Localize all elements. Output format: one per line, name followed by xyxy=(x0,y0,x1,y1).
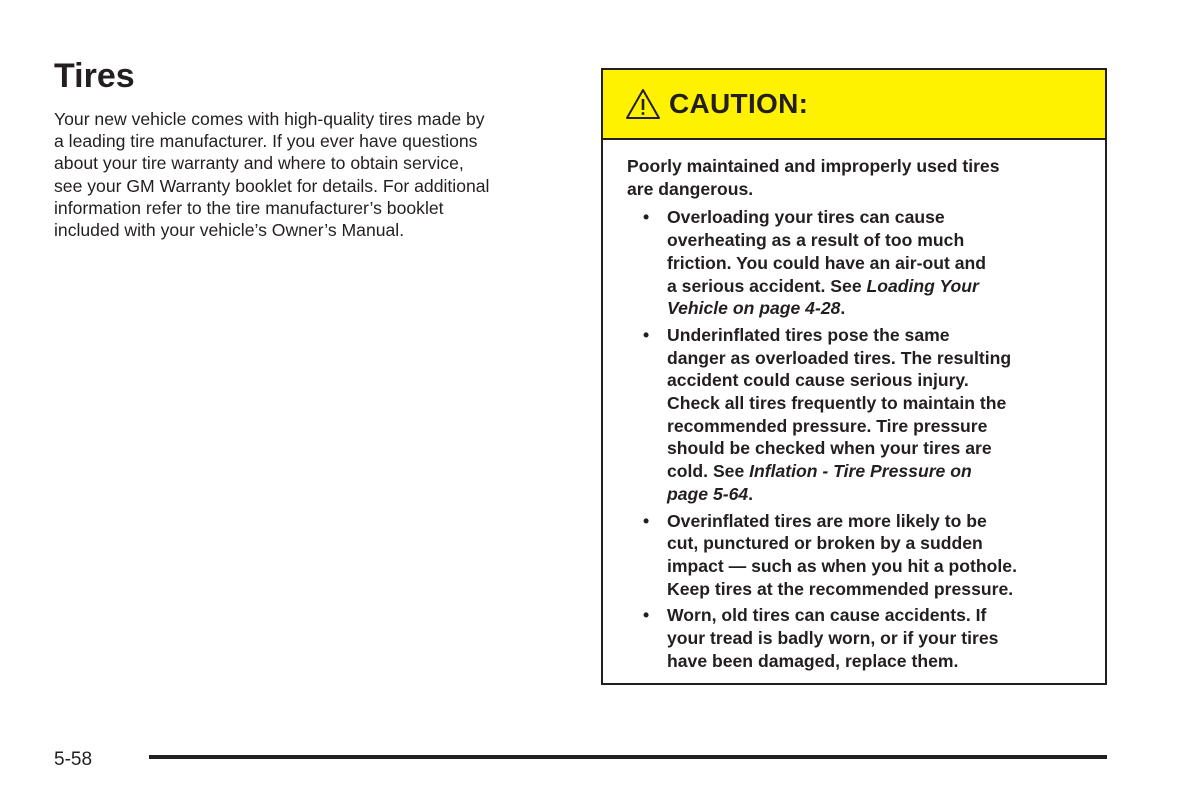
bullet-line: danger as overloaded tires. The resulting xyxy=(667,347,1012,368)
intro-line: a leading tire manufacturer. If you ever have questions xyxy=(54,131,478,152)
caution-lead xyxy=(627,155,1105,200)
bullet-line: Underinflated tires pose the same xyxy=(667,324,950,345)
intro-line: information refer to the tire manufacturer’s booklet xyxy=(54,197,444,218)
page-reference: Vehicle on page 4-28 xyxy=(667,298,841,319)
bullet-line: impact — such as when you hit a pothole. xyxy=(667,555,1017,576)
caution-bullet-item xyxy=(627,324,1105,506)
bullet-marker: • xyxy=(643,324,650,345)
caution-bullet-list xyxy=(627,206,1105,672)
page-number: 5-58 xyxy=(54,749,93,770)
page-reference: Inflation - Tire Pressure on xyxy=(749,461,972,482)
bullet-line: Worn, old tires can cause accidents. If xyxy=(667,605,987,626)
bullet-line: Keep tires at the recommended pressure. xyxy=(667,578,1014,599)
caution-header xyxy=(603,70,1105,140)
page-reference: page 5-64 xyxy=(667,483,749,504)
bullet-text: . xyxy=(840,298,846,319)
bullet-line: have been damaged, replace them. xyxy=(667,650,959,671)
intro-line: included with your vehicle’s Owner’s Manual. xyxy=(54,220,405,241)
intro-paragraph xyxy=(54,108,584,241)
bullet-line xyxy=(667,275,1105,298)
caution-bullet-item xyxy=(627,510,1105,601)
caution-lead-line: are dangerous. xyxy=(627,178,754,199)
bullet-line: overheating as a result of too much xyxy=(667,230,965,251)
page-reference: Loading Your xyxy=(866,275,979,296)
bullet-marker: • xyxy=(643,510,650,531)
caution-bullet-item xyxy=(627,604,1105,672)
bullet-line: Overloading your tires can cause xyxy=(667,207,945,228)
caution-bullet-item xyxy=(627,206,1105,320)
bullet-marker: • xyxy=(643,605,650,626)
bullet-line: your tread is badly worn, or if your tires xyxy=(667,628,999,649)
caution-body xyxy=(603,140,1105,672)
caution-lead-line: Poorly maintained and improperly used tires xyxy=(627,156,1000,176)
bullet-text: . xyxy=(748,483,754,504)
bullet-line xyxy=(667,297,1105,320)
bullet-line: accident could cause serious injury. xyxy=(667,370,969,391)
bullet-line: Check all tires frequently to maintain the xyxy=(667,393,1007,414)
caution-box xyxy=(601,68,1107,685)
section-title: Tires xyxy=(54,57,135,95)
intro-line: about your tire warranty and where to obtain service, xyxy=(54,153,464,174)
bullet-text: cold. See xyxy=(667,461,750,482)
bullet-line: friction. You could have an air-out and xyxy=(667,252,986,273)
intro-line: see your GM Warranty booklet for details. For additional xyxy=(54,175,490,196)
bullet-text: a serious accident. See xyxy=(667,275,867,296)
warning-triangle-icon xyxy=(625,87,661,121)
bullet-line: recommended pressure. Tire pressure xyxy=(667,415,988,436)
bullet-line: cut, punctured or broken by a sudden xyxy=(667,533,983,554)
caution-label: CAUTION: xyxy=(669,88,809,119)
bullet-line xyxy=(667,460,1105,483)
bullet-marker: • xyxy=(643,207,650,228)
bullet-line: should be checked when your tires are xyxy=(667,438,992,459)
footer-rule xyxy=(149,755,1107,759)
bullet-line xyxy=(667,483,1105,506)
bullet-line: Overinflated tires are more likely to be xyxy=(667,510,987,531)
intro-line: Your new vehicle comes with high-quality tires made by xyxy=(54,109,485,129)
